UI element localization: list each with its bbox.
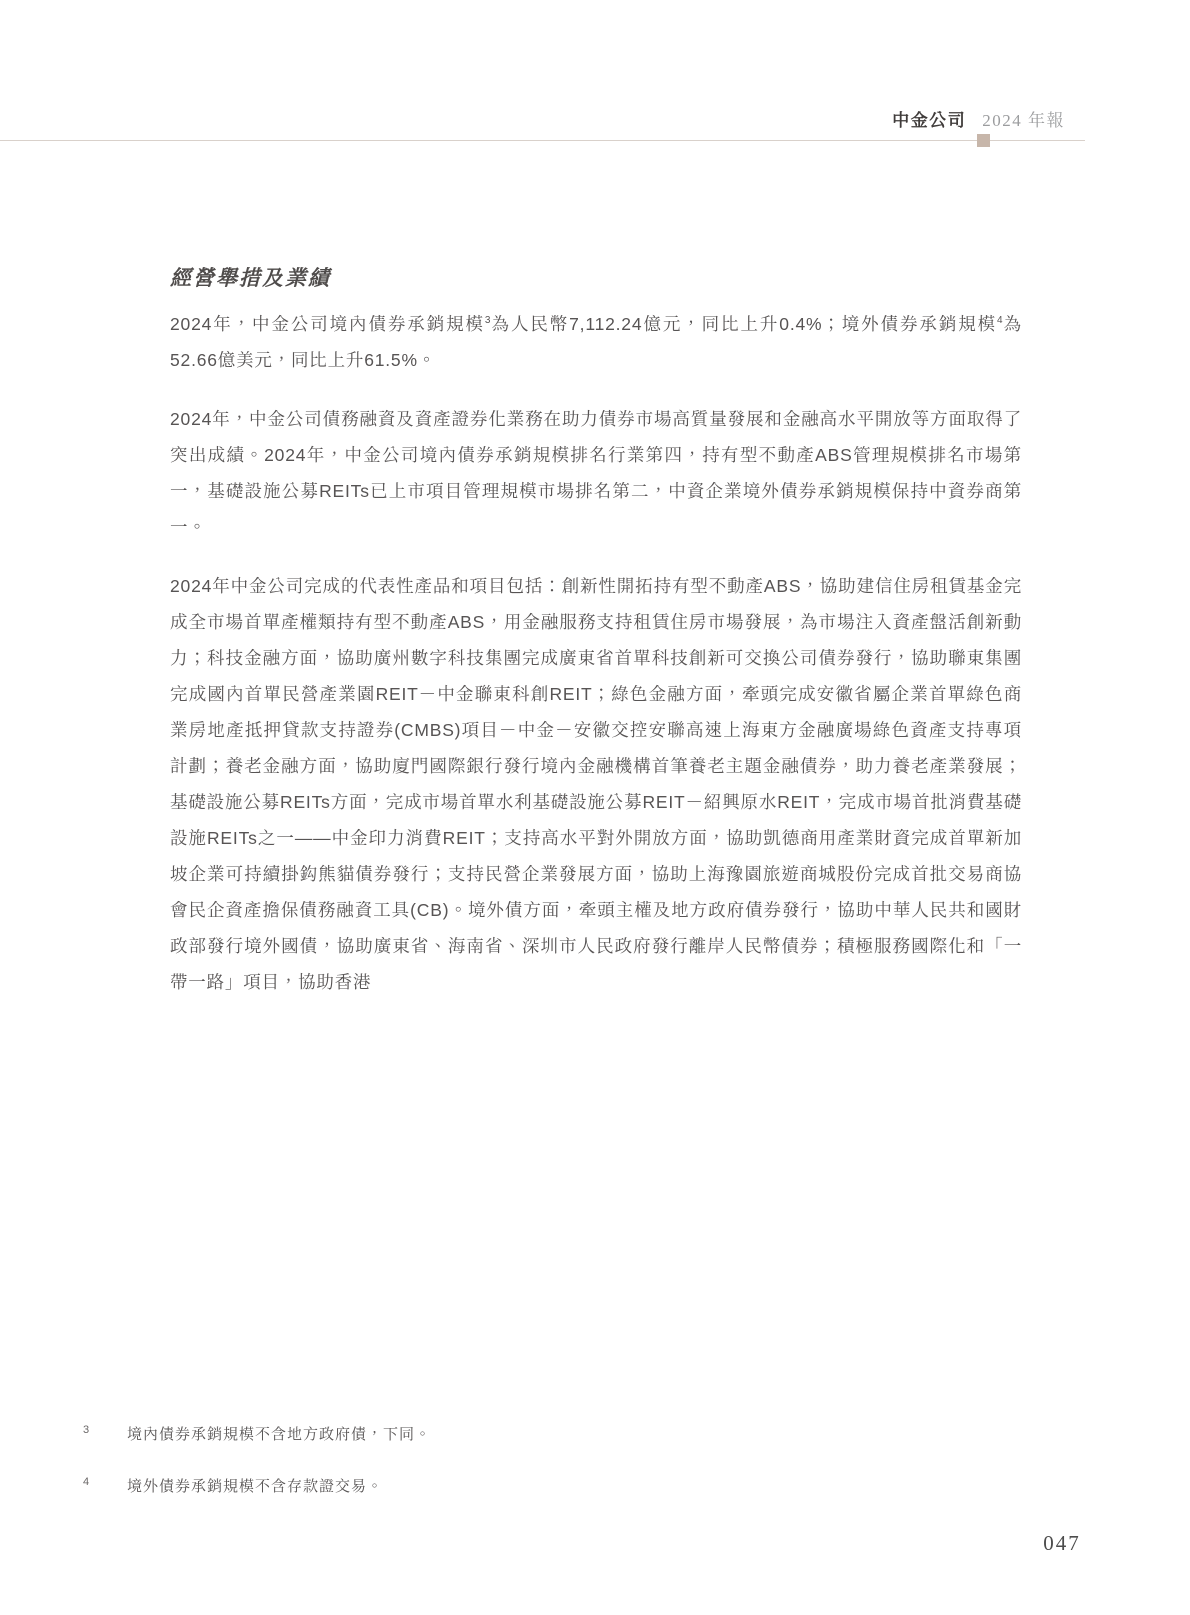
footnote-3-text: 境內債券承銷規模不含地方政府債，下同。	[127, 1426, 432, 1443]
paragraph-1-text-c: 為52.66億美元，同比上升61.5%。	[170, 314, 1022, 370]
body-content	[170, 306, 1022, 1023]
footnote-ref-4: 4	[997, 315, 1003, 327]
paragraph-representative-projects: 2024年中金公司完成的代表性產品和項目包括：創新性開拓持有型不動產ABS，協助建信住房租賃基金完成全市場首單產權類持有型不動產ABS，用金融服務支持租賃住房市場發展，為市場注入資產盤活創新動力；科技金融方面，協助廣州數字科技集團完成廣東省首單科技創新可交換公司債券發行，協助聯東集團完成國內首單民營產業園REIT－中金聯東科創REIT；綠色金融方面，牽頭完成安徽省屬企業首單綠色商業房地產抵押貸款支持證券(CMBS)項目－中金－安徽交控安聯高速上海東方金融廣場綠色資產支持專項計劃；養老金融方面，協助廈門國際銀行發行境內金融機構首筆養老主題金融債券，助力養老產業發展；基礎設施公募REITs方面，完成市場首單水利基礎設施公募REIT－紹興原水REIT，完成市場首批消費基礎設施REITs之一——中金印力消費REIT；支持高水平對外開放方面，協助凱德商用產業財資完成首單新加坡企業可持續掛鈎熊貓債券發行；支持民營企業發展方面，協助上海豫園旅遊商城股份完成首批交易商協會民企資產擔保債務融資工具(CB)。境外債方面，牽頭主權及地方政府債券發行，協助中華人民共和國財政部發行境外國債，協助廣東省、海南省、深圳市人民政府發行離岸人民幣債券；積極服務國際化和「一帶一路」項目，協助香港	[170, 576, 1022, 992]
paragraph-1-text-a: 2024年，中金公司境內債券承銷規模	[170, 314, 485, 334]
paragraph-underwriting-scale	[170, 306, 1022, 378]
footnote-4-text: 境外債券承銷規模不含存款證交易。	[127, 1478, 384, 1495]
header-report-year: 2024 年報	[982, 111, 1065, 130]
page-header	[892, 106, 1065, 131]
footnote-ref-3: 3	[484, 315, 491, 327]
paragraph-1-text-b: 為人民幣7,112.24億元，同比上升0.4%；境外債券承銷規模	[490, 314, 998, 334]
paragraph-market-rankings: 2024年，中金公司債務融資及資產證券化業務在助力債券市場高質量發展和金融高水平開放等方面取得了突出成績。2024年，中金公司境內債券承銷規模排名行業第四，持有型不動產ABS管理規模排名市場第一，基礎設施公募REITs已上市項目管理規模市場排名第二，中資企業境外債券承銷規模保持中資券商第一。	[170, 409, 1022, 537]
section-title: 經營舉措及業績	[170, 266, 331, 290]
page-number: 047	[1043, 1531, 1081, 1555]
footnote-4-marker: 4	[83, 1476, 90, 1488]
footnote-3-marker: 3	[83, 1424, 90, 1436]
header-rule-line	[0, 140, 1085, 141]
header-company-name: 中金公司	[892, 111, 967, 130]
header-square-marker	[977, 134, 990, 147]
